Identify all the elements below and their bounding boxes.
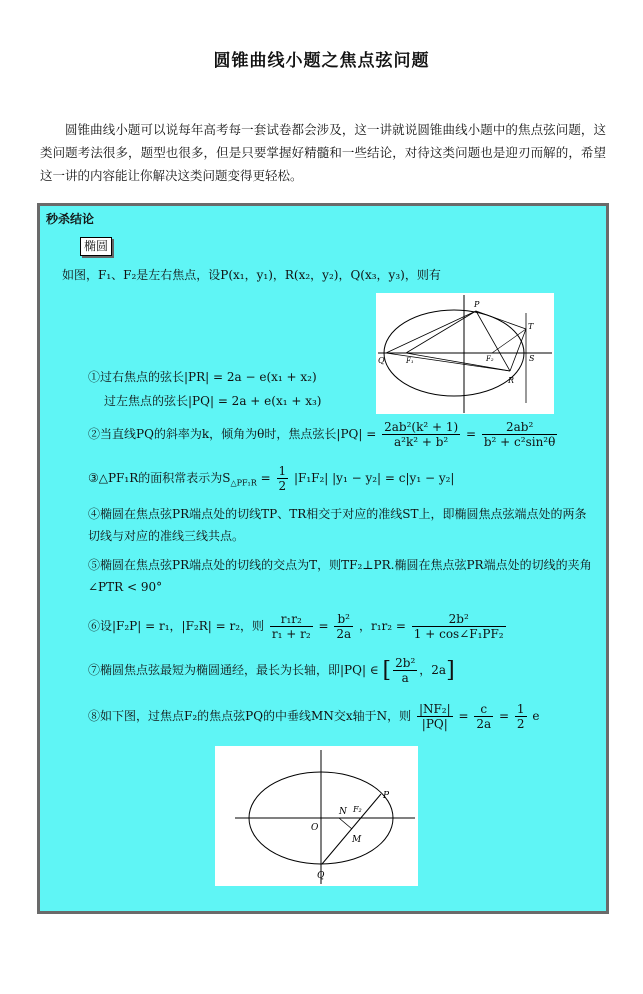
item-8-eq: = xyxy=(458,709,469,723)
frac-num: 2b² xyxy=(412,612,506,627)
frac-num: 1 xyxy=(278,464,287,478)
label-Q: Q xyxy=(317,871,325,881)
frac-den: 2a xyxy=(336,627,352,641)
bracket-left: [ xyxy=(382,658,392,683)
label-Q: Q xyxy=(378,356,385,365)
item-8-text: ⑧如下图，过焦点F₂的焦点弦PQ的中垂线MN交x轴于N，则 xyxy=(88,709,412,723)
item-2 xyxy=(88,420,559,449)
item-8-post: e xyxy=(532,709,540,723)
label-N: N xyxy=(339,807,347,817)
label-P: P xyxy=(383,791,390,801)
item-6-mid2: ，r₁r₂ = xyxy=(358,619,406,633)
frac-num: r₁r₂ xyxy=(270,612,313,627)
frac-den: 2a xyxy=(476,717,492,731)
item-7 xyxy=(88,656,455,685)
frac-num: b² xyxy=(334,612,353,627)
item-4: ④椭圆在焦点弦PR端点处的切线TP、TR相交于对应的准线ST上，即椭圆焦点弦端点处的两条切线与对应的准线三线共点。 xyxy=(88,507,587,543)
frac-num: 2b² xyxy=(395,656,416,670)
item-3-frac xyxy=(277,464,289,493)
label-F2: F₂ xyxy=(353,805,362,814)
frac-num: 1 xyxy=(516,702,525,716)
label-P: P xyxy=(474,300,480,309)
item-3-sub: △PF₁R xyxy=(230,478,257,488)
item-8-frac1 xyxy=(417,702,453,731)
item-3 xyxy=(88,464,454,493)
frac-num: 2ab² xyxy=(482,420,557,435)
item-8-eq2: = xyxy=(499,709,510,723)
item-3-eq: = xyxy=(256,471,271,485)
page-title: 圆锥曲线小题之焦点弦问题 xyxy=(213,51,430,71)
item-1b: 过左焦点的弦长|PQ| = 2a + e(x₁ + x₃) xyxy=(104,394,322,408)
frac-den: |PQ| xyxy=(421,717,448,731)
lead-text: 如图，F₁、F₂是左右焦点，设P(x₁，y₁)，R(x₂，y₂)，Q(x₃，y₃)，则有 xyxy=(62,268,441,282)
item-6-eq: = xyxy=(318,619,329,633)
label-S: S xyxy=(529,354,535,363)
item-8-frac2 xyxy=(474,702,493,731)
item-6-text: ⑥设|F₂P| = r₁，|F₂R| = r₂，则 xyxy=(88,619,265,633)
frac-den: a xyxy=(401,671,409,685)
frac-den: 1 + cos∠F₁PF₂ xyxy=(413,627,504,641)
item-7-post: ，2a xyxy=(419,663,447,677)
frac-den: b² + c²sin²θ xyxy=(483,435,556,449)
item-1a: ①过右焦点的弦长|PR| = 2a − e(x₁ + x₂) xyxy=(88,370,317,384)
item-8-frac3 xyxy=(515,702,527,731)
figure-perpendicular-bisector xyxy=(215,746,418,886)
item-8 xyxy=(88,702,539,731)
conclusion-box xyxy=(37,203,609,914)
frac-den: r₁ + r₂ xyxy=(271,627,311,641)
frac-num: c xyxy=(474,702,493,717)
label-R: R xyxy=(508,376,515,385)
item-6-frac3 xyxy=(412,612,506,641)
label-T: T xyxy=(528,322,534,331)
frac-den: 2 xyxy=(278,479,287,493)
item-3-post: |F₁F₂| |y₁ − y₂| = c|y₁ − y₂| xyxy=(293,471,455,485)
label-M: M xyxy=(352,835,362,845)
figure-ellipse-focal-chord xyxy=(376,293,554,414)
frac-den: 2 xyxy=(516,717,525,731)
frac-den: a²k² + b² xyxy=(394,435,449,449)
intro-paragraph: 圆锥曲线小题可以说每年高考每一套试卷都会涉及，这一讲就说圆锥曲线小题中的焦点弦问题，这类问题考法很多，题型也很多，但是只要掌握好精髓和一些结论，对待这类问题也是迎刃而解的，希望这一讲的内容能让你解决这类问题变得更轻松。 xyxy=(40,122,606,183)
label-F2: F₂ xyxy=(486,355,494,363)
item-7-text: ⑦椭圆焦点弦最短为椭圆通经，最长为长轴，即|PQ| ∈ xyxy=(88,663,379,677)
frac-num: |NF₂| xyxy=(418,702,451,716)
item-6-frac2 xyxy=(334,612,353,641)
item-6-frac1 xyxy=(270,612,313,641)
item-7-frac xyxy=(393,656,417,685)
item-2-frac2 xyxy=(482,420,557,449)
section-header: 秒杀结论 xyxy=(46,212,95,226)
item-3-text: ③△PF₁R的面积常表示为S xyxy=(88,471,231,485)
item-6 xyxy=(88,612,508,641)
item-5: ⑤椭圆在焦点弦PR端点处的切线的交点为T，则TF₂⊥PR.椭圆在焦点弦PR端点处的切线的夹角∠PTR < 90° xyxy=(88,558,592,594)
ellipse-tag: 椭圆 xyxy=(80,237,112,256)
item-2-eq: = xyxy=(465,427,477,441)
item-2-text: ②当直线PQ的斜率为k，倾角为θ时，焦点弦长|PQ| = xyxy=(88,427,377,441)
bracket-right: ] xyxy=(446,658,455,683)
frac-num: 2ab²(k² + 1) xyxy=(384,420,459,434)
label-O: O xyxy=(311,823,319,833)
label-F1: F₁ xyxy=(406,357,414,365)
item-2-frac1 xyxy=(382,420,460,449)
